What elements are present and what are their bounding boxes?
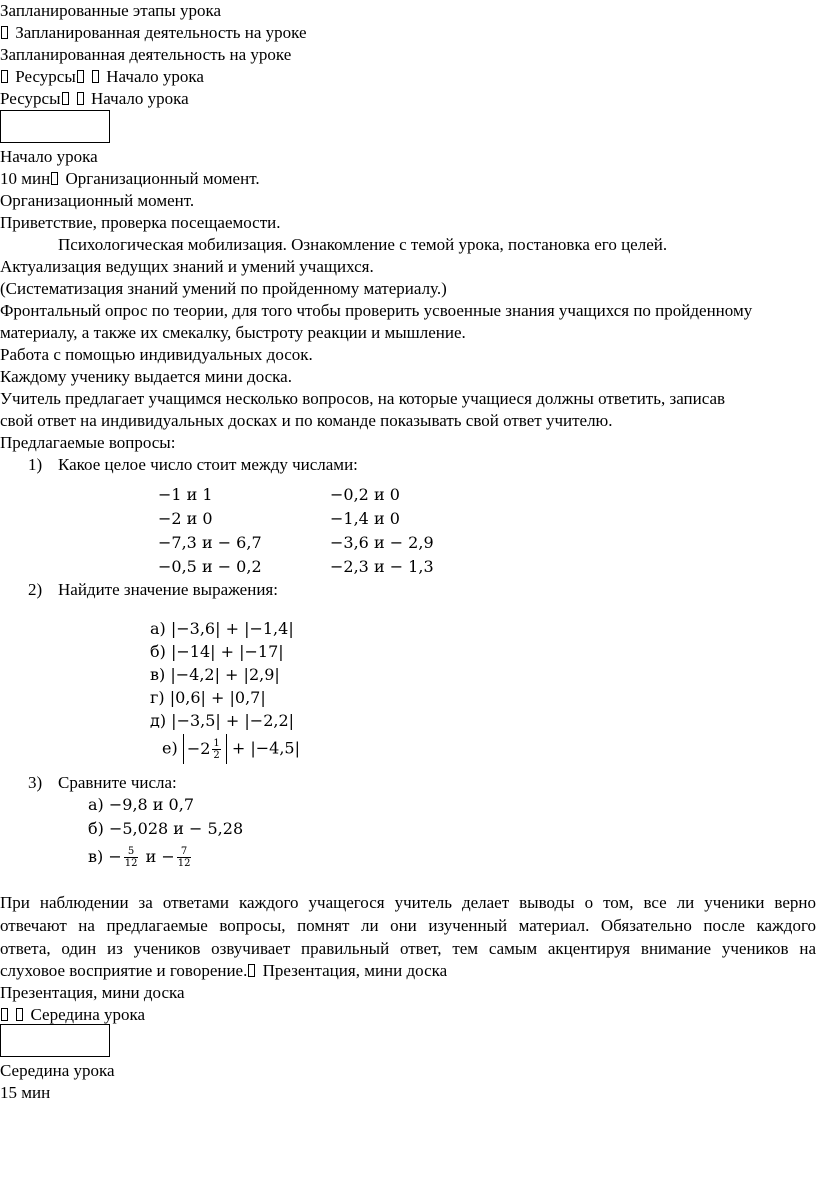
planned-activity-text: Запланированная деятельность на уроке xyxy=(15,23,307,42)
presentation-line: Презентация, мини доска xyxy=(0,983,185,1002)
q2-item-c: в) |−4,2| + |2,9| xyxy=(150,665,280,684)
resources-start-line-2 xyxy=(0,88,189,110)
q3-c-minus: − xyxy=(108,847,122,866)
missing-glyph-icon xyxy=(92,70,99,83)
q1-right-1: −1,4 и 0 xyxy=(330,509,400,528)
q1-left-1: −2 и 0 xyxy=(158,509,213,528)
duration-15-min: 15 мин xyxy=(0,1083,51,1102)
q2-item-d: г) |0,6| + |0,7| xyxy=(150,688,266,707)
missing-glyph-icon xyxy=(51,172,58,185)
closing-line-3: ответа, один из учеников озвучивает правильный ответ, тем самым акцентируя внимание учеников на xyxy=(0,939,816,958)
question-3-number: 3) xyxy=(28,773,43,792)
question-3-text: Сравните числа: xyxy=(58,773,177,792)
questions-heading: Предлагаемые вопросы: xyxy=(0,433,176,452)
q3-c-mid: и − xyxy=(145,847,175,866)
q2-item-b: б) |−14| + |−17| xyxy=(150,642,284,661)
missing-glyph-icon xyxy=(77,70,84,83)
q3-item-c xyxy=(88,842,193,872)
actualization-line: Актуализация ведущих знаний и умений учащихся. xyxy=(0,257,374,276)
q2-item-a: а) |−3,6| + |−1,4| xyxy=(150,619,294,638)
fraction-denominator: 12 xyxy=(124,858,138,869)
fraction-denominator: 12 xyxy=(177,858,191,869)
org-moment-text: Организационный момент. xyxy=(65,169,260,188)
mobilization-line: Психологическая мобилизация. Ознакомление с темой урока, постановка его целей. xyxy=(58,235,668,254)
resources-label: Ресурсы xyxy=(0,89,61,108)
q2-item-e: д) |−3,5| + |−2,2| xyxy=(150,711,295,730)
q1-right-2: −3,6 и − 2,9 xyxy=(330,533,434,552)
fraction-denominator: 2 xyxy=(213,750,220,761)
missing-glyph-icon xyxy=(1,26,8,39)
fraction-numerator: 5 xyxy=(124,846,139,858)
middle-lesson-line xyxy=(0,1004,145,1026)
q2-f-label: е) xyxy=(162,738,178,758)
resources-label: Ресурсы xyxy=(15,67,76,86)
empty-image-box xyxy=(0,1024,110,1057)
greeting-line: Приветствие, проверка посещаемости. xyxy=(0,213,281,232)
lesson-start-label: Начало урока xyxy=(106,67,204,86)
planned-activity-line xyxy=(0,22,307,44)
frontal-survey-line-1: Фронтальный опрос по теории, для того чтобы проверить усвоенные знания учащихся по пройденному xyxy=(0,301,753,320)
question-1-number: 1) xyxy=(28,455,43,474)
closing-line-1: При наблюдении за ответами каждого учащегося учитель делает выводы о том, все ли ученики верно xyxy=(0,893,816,912)
q2-f-whole: −2 xyxy=(186,739,211,758)
fraction-numerator: 7 xyxy=(177,846,192,858)
abs-mixed-number xyxy=(183,734,227,764)
teacher-line-1: Учитель предлагает учащимся несколько вопросов, на которые учащиеся должны ответить, записав xyxy=(0,389,726,408)
mini-board-line: Каждому ученику выдается мини доска. xyxy=(0,367,292,386)
q3-item-a: а) −9,8 и 0,7 xyxy=(88,795,194,814)
lesson-start-heading: Начало урока xyxy=(0,147,98,166)
fraction-numerator: 1 xyxy=(213,738,220,749)
middle-lesson-heading: Середина урока xyxy=(0,1061,115,1080)
q3-item-b: б) −5,028 и − 5,28 xyxy=(88,819,244,838)
middle-lesson-label: Середина урока xyxy=(30,1005,146,1024)
q1-right-3: −2,3 и − 1,3 xyxy=(330,557,434,576)
systematization-line: (Систематизация знаний умений по пройденному материалу.) xyxy=(0,279,447,298)
missing-glyph-icon xyxy=(1,1008,8,1021)
org-moment-heading: Организационный момент. xyxy=(0,191,195,210)
missing-glyph-icon xyxy=(77,92,84,105)
missing-glyph-icon xyxy=(16,1008,23,1021)
missing-glyph-icon xyxy=(62,92,69,105)
question-2-text: Найдите значение выражения: xyxy=(58,580,278,599)
duration-label: 10 мин xyxy=(0,169,51,188)
lesson-start-label: Начало урока xyxy=(91,89,189,108)
q1-left-0: −1 и 1 xyxy=(158,485,213,504)
q3-c-label: в) xyxy=(88,847,104,866)
resources-presentation: Презентация, мини доска xyxy=(262,961,448,980)
teacher-line-2: свой ответ на индивидуальных досках и по команде показывать свой ответ учителю. xyxy=(0,411,613,430)
planned-activity-heading: Запланированная деятельность на уроке xyxy=(0,45,292,64)
question-2-number: 2) xyxy=(28,580,43,599)
missing-glyph-icon xyxy=(1,70,8,83)
fraction xyxy=(212,738,220,761)
q1-right-0: −0,2 и 0 xyxy=(330,485,400,504)
missing-glyph-icon xyxy=(248,964,255,977)
empty-image-box xyxy=(0,110,110,143)
closing-line-4 xyxy=(0,960,447,982)
resources-start-line xyxy=(0,66,204,88)
org-moment-line xyxy=(0,168,260,190)
question-1-text: Какое целое число стоит между числами: xyxy=(58,455,358,474)
closing-line-2: отвечают на предлагаемые вопросы, помнят ли они изученный материал. Обязательно после каждого xyxy=(0,916,816,935)
heading-planned-stages: Запланированные этапы урока xyxy=(0,1,221,20)
fraction xyxy=(124,846,139,869)
q1-left-2: −7,3 и − 6,7 xyxy=(158,533,262,552)
fraction xyxy=(177,846,192,869)
q2-item-f xyxy=(162,734,300,764)
frontal-survey-line-2: материалу, а также их смекалку, быстроту реакции и мышление. xyxy=(0,323,466,342)
q1-left-3: −0,5 и − 0,2 xyxy=(158,557,262,576)
boards-line: Работа с помощью индивидуальных досок. xyxy=(0,345,313,364)
q2-f-rest: + |−4,5| xyxy=(231,738,300,758)
closing-text-end: слуховое восприятие и говорение. xyxy=(0,961,248,980)
